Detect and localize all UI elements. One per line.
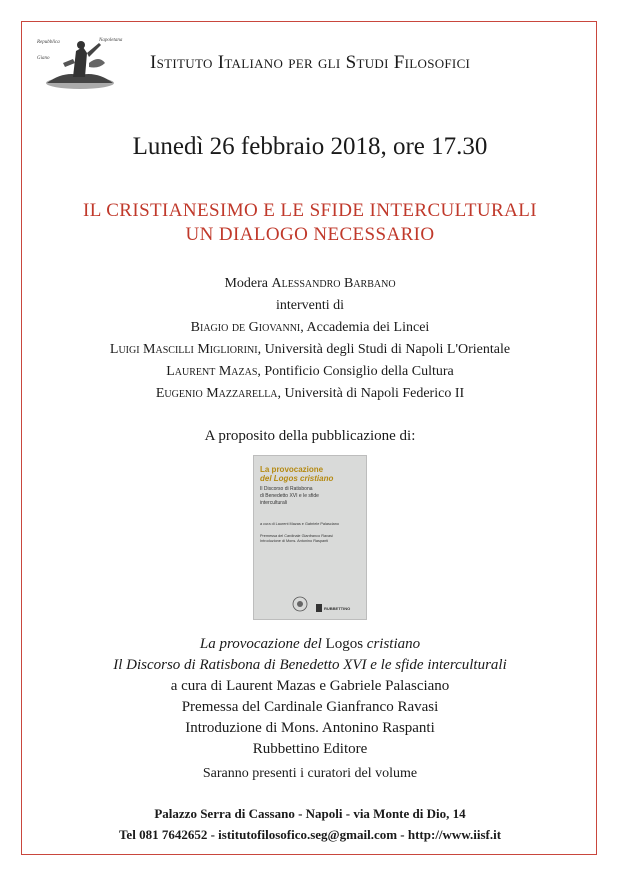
moderator-prefix: Modera [224,276,268,291]
institute-name: Istituto Italiano per gli Studi Filosofici [150,52,471,73]
book-cover [253,455,367,620]
cover-title: La provocazione del Logos cristiano [260,465,334,483]
svg-text:Repubblica: Repubblica [37,40,60,45]
cover-seal-icon [292,596,308,612]
speaker-4 [0,386,620,402]
svg-text:Napoletana: Napoletana [99,38,123,43]
speaker-name: Eugenio Mazzarella [155,386,278,401]
footer-contacts: Tel 081 7642652 - istitutofilosofico.seg@gmail.com - http://www.iisf.it [118,827,502,842]
institute-logo [33,33,128,95]
speaker-affiliation: , Pontificio Consiglio della Cultura [257,364,454,379]
speaker-affiliation: , Università di Napoli Federico II [277,386,465,401]
publisher-logo-icon [316,604,322,612]
book-preface: Premessa del Cardinale Gianfranco Ravasi [181,699,439,715]
speaker-name: Luigi Mascilli Migliorini [109,342,258,357]
book-title: La provocazione del Logos cristiano [199,636,421,652]
speaker-name: Laurent Mazas [166,364,258,379]
event-date: Lunedì 26 febbraio 2018, ore 17.30 [132,133,488,160]
interventi-label: interventi di [275,298,345,313]
moderator-line [0,276,620,292]
book-subtitle: Il Discorso di Ratisbona di Benedetto XVI e le sfide interculturali [113,657,507,673]
speaker-2 [0,342,620,358]
speaker-3 [0,364,620,380]
publication-intro: A proposito della pubblicazione di: [204,428,416,444]
cover-subtitle: Il Discorso di Ratisbona di Benedetto XVI e le sfide interculturali [260,486,319,506]
curators-note: Saranno presenti i curatori del volume [202,766,418,781]
cover-curators: a cura di Laurent Mazas e Gabriele Palasciano [260,522,339,526]
cover-publisher: RUBBETTINO [324,606,351,611]
speaker-1 [0,320,620,336]
book-introduction: Introduzione di Mons. Antonino Raspanti [185,720,435,736]
speaker-name: Biagio de Giovanni [190,320,301,335]
svg-text:Giano: Giano [37,56,50,61]
speaker-affiliation: , Accademia dei Lincei [300,320,430,335]
moderator-name: Alessandro Barbano [271,276,396,291]
speaker-affiliation: , Università degli Studi di Napoli L'Orientale [257,342,511,357]
book-publisher: Rubbettino Editore [252,741,368,757]
footer-address: Palazzo Serra di Cassano - Napoli - via Monte di Dio, 14 [154,806,466,821]
event-title-line2: UN DIALOGO NECESSARIO [185,224,435,245]
event-title-line1: IL CRISTIANESIMO E LE SFIDE INTERCULTURALI [83,200,537,221]
book-curators: a cura di Laurent Mazas e Gabriele Palasciano [170,678,450,694]
cover-credits: Premessa del Cardinale Gianfranco Ravasi Introduzione di Mons. Antonino Raspanti [260,534,333,543]
